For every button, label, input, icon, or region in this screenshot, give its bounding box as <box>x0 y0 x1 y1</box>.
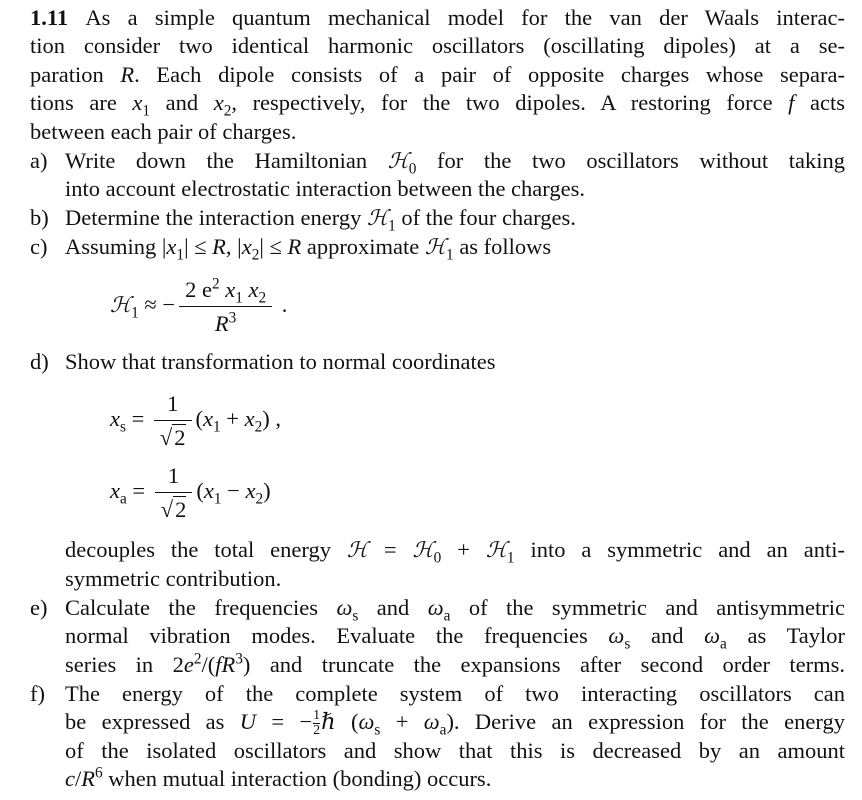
intro-line-2: tion consider two identical harmonic oscillators (oscillating dipoles) at a se- <box>30 33 845 58</box>
part-b-line: Determine the interaction energy ℋ$_1$ of the four charges. <box>65 205 576 235</box>
intro-line-3: paration R. Each dipole consists of a pair of opposite charges whose separa- <box>30 62 846 87</box>
intro-line-1: 1.11 As a simple quantum mechanical model for the van der Waals interac- <box>30 5 845 30</box>
intro-line-4: tions are $x_1$ and $x_2$, respectively, for the two dipoles. A restoring force f acts <box>30 90 845 120</box>
part-f-line-4: $c/R^6$ when mutual interaction (bonding) occurs. <box>65 764 492 791</box>
part-a-line-2: into account electrostatic interaction between the charges. <box>65 176 585 201</box>
part-f-line-2: be expressed as U = − $\frac{1}{2}$ ℏ $(\omega_s + \omega_a)$. Derive an expression for the energy <box>65 707 845 739</box>
equation-xa: $x_a$ = $\frac{1}{√2}$ $(x_1 - x_2)$ <box>110 463 271 522</box>
equation-xs: $x_s$ = $\frac{1}{√2}$ $(x_1 + x_2)$ , <box>110 391 282 450</box>
label-d: d) <box>30 349 49 374</box>
equation-h1-approx: ℋ$_1$ ≈ − $\frac{2 e^2 x_1 x_2}{R^3}$ . <box>110 275 288 336</box>
label-c: c) <box>30 234 48 259</box>
intro-line-5: between each pair of charges. <box>30 119 297 144</box>
part-e-line-2: normal vibration modes. Evaluate the frequencies $\omega_s$ and $\omega_a$ as Taylor <box>65 623 845 653</box>
label-a: a) <box>30 148 48 173</box>
problem-number: 1.11 <box>30 5 69 30</box>
part-e-line-3: series in $2e^2/(fR^3)$ and truncate the expansions after second order terms. <box>65 650 846 677</box>
part-f-line-1: The energy of the complete system of two interacting oscillators can <box>65 681 845 706</box>
part-e-line-1: Calculate the frequencies $\omega_s$ and $\omega_a$ of the symmetric and antisymmetric <box>65 595 845 625</box>
part-a-line-1: Write down the Hamiltonian ℋ$_0$ for the two oscillators without taking <box>65 148 845 178</box>
part-c-line: Assuming $|x_1| \le R$, $|x_2| \le R$ approximate ℋ$_1$ as follows <box>65 234 552 264</box>
part-d-line: Show that transformation to normal coordinates <box>65 349 496 374</box>
part-d-after-line-1: decouples the total energy ℋ = ℋ$_0$ + ℋ$_1$ into a symmetric and an anti- <box>65 537 845 567</box>
label-e: e) <box>30 595 48 620</box>
part-f-line-3: of the isolated oscillators and show that this is decreased by an amount <box>65 738 845 763</box>
label-b: b) <box>30 205 49 230</box>
label-f: f) <box>30 681 45 706</box>
part-d-after-line-2: symmetric contribution. <box>65 566 282 591</box>
